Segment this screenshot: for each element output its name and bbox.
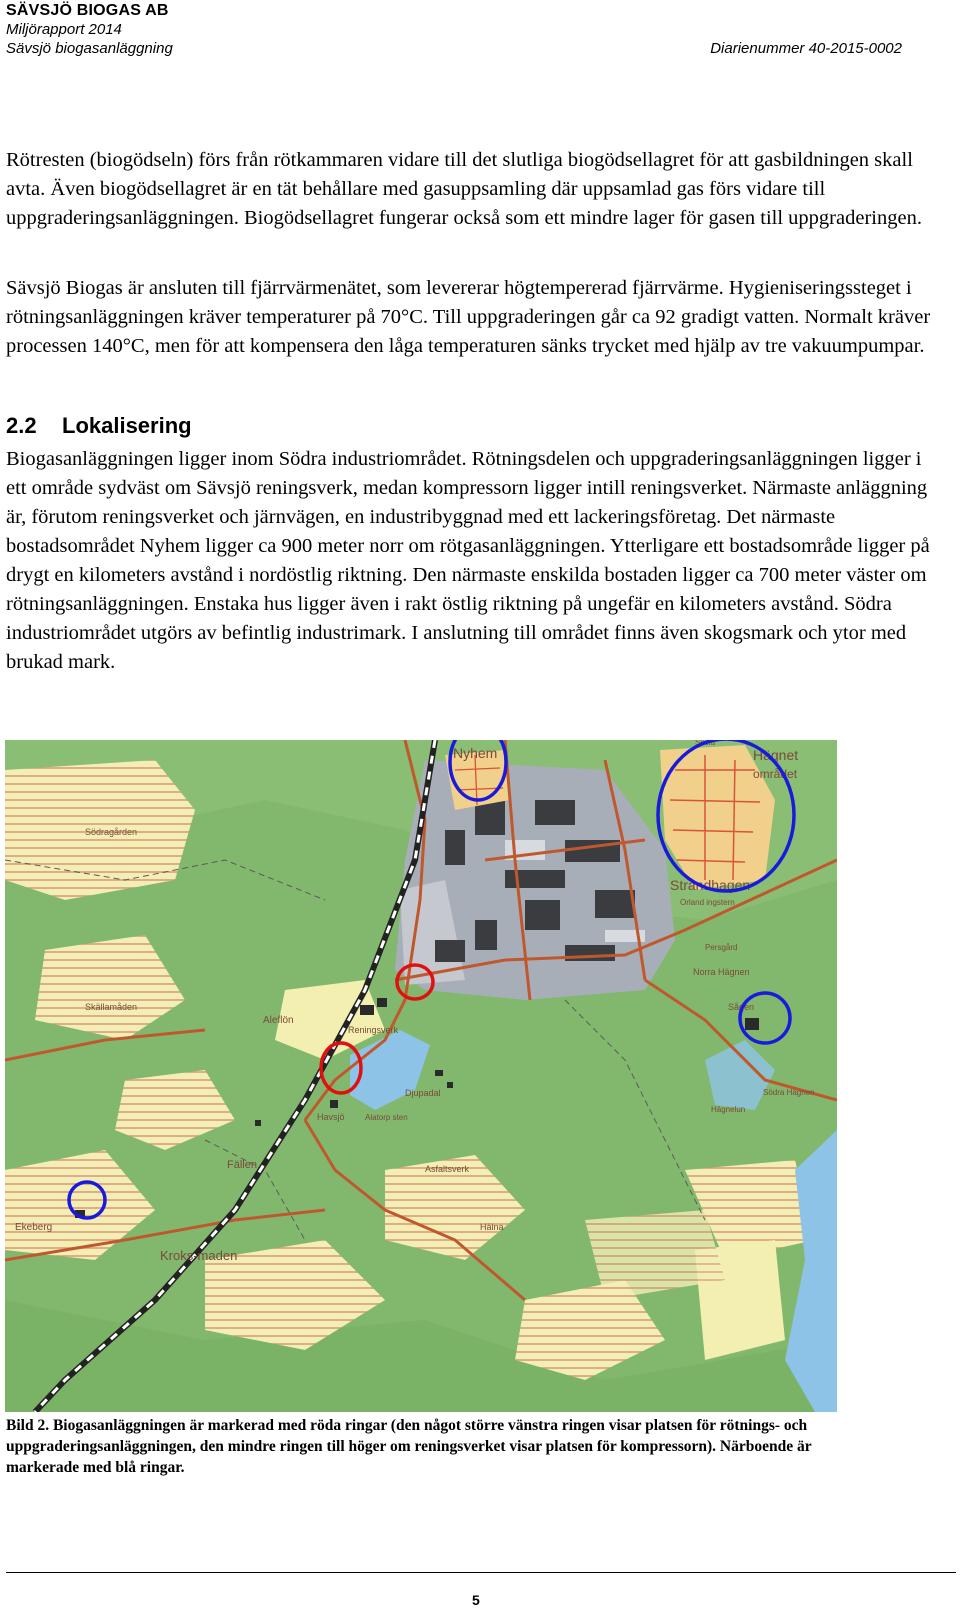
- map-label: Aleflön: [263, 1015, 294, 1026]
- map-label: Ekeberg: [15, 1222, 53, 1233]
- facility-name: Sävsjö biogasanläggning: [6, 40, 173, 57]
- location-map: [5, 740, 837, 1412]
- map-label: Havsjö: [317, 1112, 345, 1122]
- map-label: Skola: [695, 740, 716, 747]
- report-title: Miljörapport 2014: [6, 21, 122, 38]
- section-number: 2.2: [6, 413, 37, 438]
- map-label: området: [753, 767, 798, 781]
- section-title: Lokalisering: [62, 413, 192, 438]
- footer-rule: [6, 1572, 956, 1573]
- map-label: Hägnet: [753, 747, 799, 763]
- section-heading: [6, 413, 192, 439]
- map-label: Alatorp sten: [365, 1113, 408, 1122]
- map-label: Norra Hägnen: [693, 967, 750, 977]
- map-label: Reningsverk: [348, 1025, 399, 1035]
- page-number: 5: [472, 1592, 480, 1608]
- map-label: Orland ingstern: [680, 898, 735, 907]
- map-label: Nyhem: [453, 745, 498, 761]
- map-label: Kroks-maden: [160, 1248, 238, 1263]
- paragraph-digestate: Rötresten (biogödseln) förs från rötkammaren vidare till det slutliga biogödsellagret för att gasbildningen skall avta. Även biogödsellagret är en tät behållare med gasuppsamling där uppsamlad gas förs vidare till uppgraderingsanläggningen. Biogödsellagret fungerar också som ett mindre lager för gasen till uppgraderingen.: [6, 149, 922, 229]
- map-label: Hägnelun: [711, 1105, 746, 1114]
- map-label: Strandhagen: [670, 877, 751, 893]
- paragraph-location: Biogasanläggningen ligger inom Södra industriområdet. Rötningsdelen och uppgraderingsanläggningen ligger i ett område sydväst om Sävsjö reningsverk, medan kompressorn ligger intill reningsverket. Närmaste anläggning är, förutom reningsverket och järnvägen, en industribyggnad med ett lackeringsföretag. Det närmaste bostadsområdet Nyhem ligger ca 900 meter norr om rötgasanläggningen. Ytterligare ett bostadsområde ligger på drygt en kilometers avstånd i nordöstlig riktning. Den närmaste enskilda bostaden ligger ca 700 meter väster om rötningsanläggningen. Enstaka hus ligger även i rakt östlig riktning på ungefär en kilometers avstånd. Södra industriområdet utgörs av befintlig industrimark. I anslutning till området finns även skogsmark och ytor med brukad mark.: [6, 448, 930, 673]
- paragraph-district-heating: Sävsjö Biogas är ansluten till fjärrvärmenätet, som levererar högtempererad fjärrvärme. Hygieniseringssteget i rötningsanläggningen kräver temperaturer på 70°C. Till uppgraderingen går ca 92 gradigt vatten. Normalt kräver processen 140°C, men för att kompensera den låga temperaturen sänks trycket med hjälp av tre vakuumpumpar.: [6, 277, 931, 357]
- map-label: Södra Hägnen: [763, 1088, 815, 1097]
- map-label: Persgård: [705, 943, 738, 952]
- company-name: SÄVSJÖ BIOGAS AB: [6, 2, 169, 19]
- map-label: Södragården: [85, 827, 138, 837]
- diary-number: Diarienummer 40-2015-0002: [710, 40, 902, 57]
- map-label: Sågen: [728, 1002, 755, 1012]
- map-label: Djupadal: [405, 1088, 441, 1098]
- map-label: Asfaltsverk: [425, 1164, 470, 1174]
- map-label: Fällen: [227, 1159, 257, 1171]
- map-label: Hälna: [480, 1222, 504, 1232]
- map-label: Skällamåden: [85, 1002, 138, 1012]
- figure-caption: Bild 2. Biogasanläggningen är markerad med röda ringar (den något större vänstra ringen visar platsen för rötnings- och uppgraderingsanläggningen, den mindre ringen till höger om reningsverket visar platsen för kompressorn). Närboende är markerade med blå ringar.: [6, 1417, 812, 1476]
